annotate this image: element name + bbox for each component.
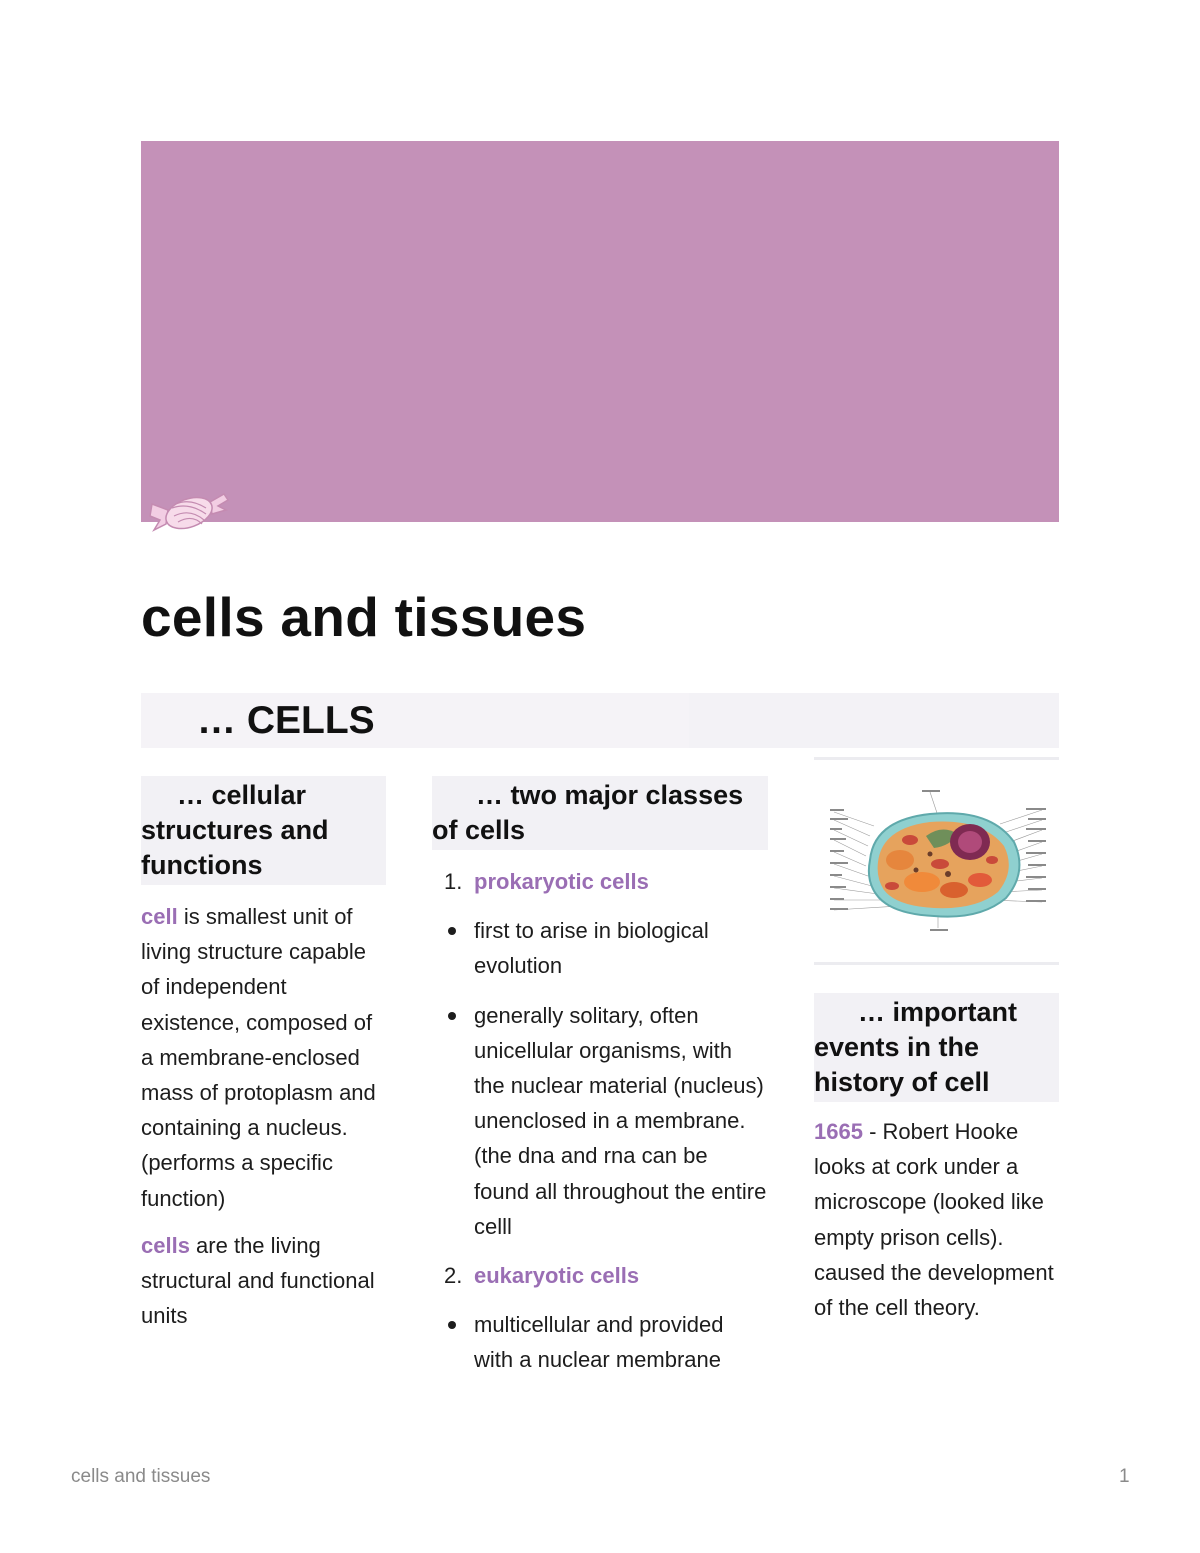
column-heading: … two major classes of cells [432,776,768,850]
history-event: 1665 - Robert Hooke looks at cork under a microscope (looked like empty prison cells). caused the development of the cell theory. [814,1119,1054,1321]
section-header [141,693,1059,748]
document-title: cells and tissues [141,586,587,648]
bullet-icon [448,1012,456,1020]
column-heading: … cellular structures and functions [141,776,386,885]
footer-title: cells and tissues [71,1466,211,1487]
cell-diagram-icon [830,790,1046,940]
list-item: generally solitary, often unicellular organisms, with the nuclear material (nucleus) unenclosed in a membrane. (the dna and rna can be found all throughout the entire celll [432,998,768,1244]
numbered-item: 2. eukaryotic cells [444,1263,640,1289]
term-highlight: cells [141,1232,190,1258]
bullet-list [432,913,768,1244]
animal-cell-diagram [814,760,1059,962]
definition-paragraph: cells are the living structural and functional units [141,1232,375,1329]
column-cellular-structures [141,776,386,1333]
list-item: multicellular and provided with a nuclear membrane [432,1307,768,1377]
divider [814,962,1059,965]
section-title: … CELLS [197,699,375,742]
cover-banner [141,141,1059,522]
bullet-icon [448,927,456,935]
bullet-list [432,1307,768,1377]
candy-icon [146,480,230,544]
column-history [814,757,1059,1325]
term-highlight: cell [141,904,178,929]
list-item: first to arise in biological evolution [432,913,768,983]
numbered-item: 1. prokaryotic cells [444,869,649,894]
page-number: 1 [1119,1466,1130,1487]
definition-paragraph: cell is smallest unit of living structure capable of independent existence, composed of a membrane-enclosed mass of protoplasm and containing a nucleus. (performs a specific function) [141,904,376,1211]
column-heading: … important events in the history of cell [814,993,1059,1102]
event-year: 1665 [814,1119,863,1144]
column-cell-classes [432,776,768,1378]
bullet-icon [448,1321,456,1329]
